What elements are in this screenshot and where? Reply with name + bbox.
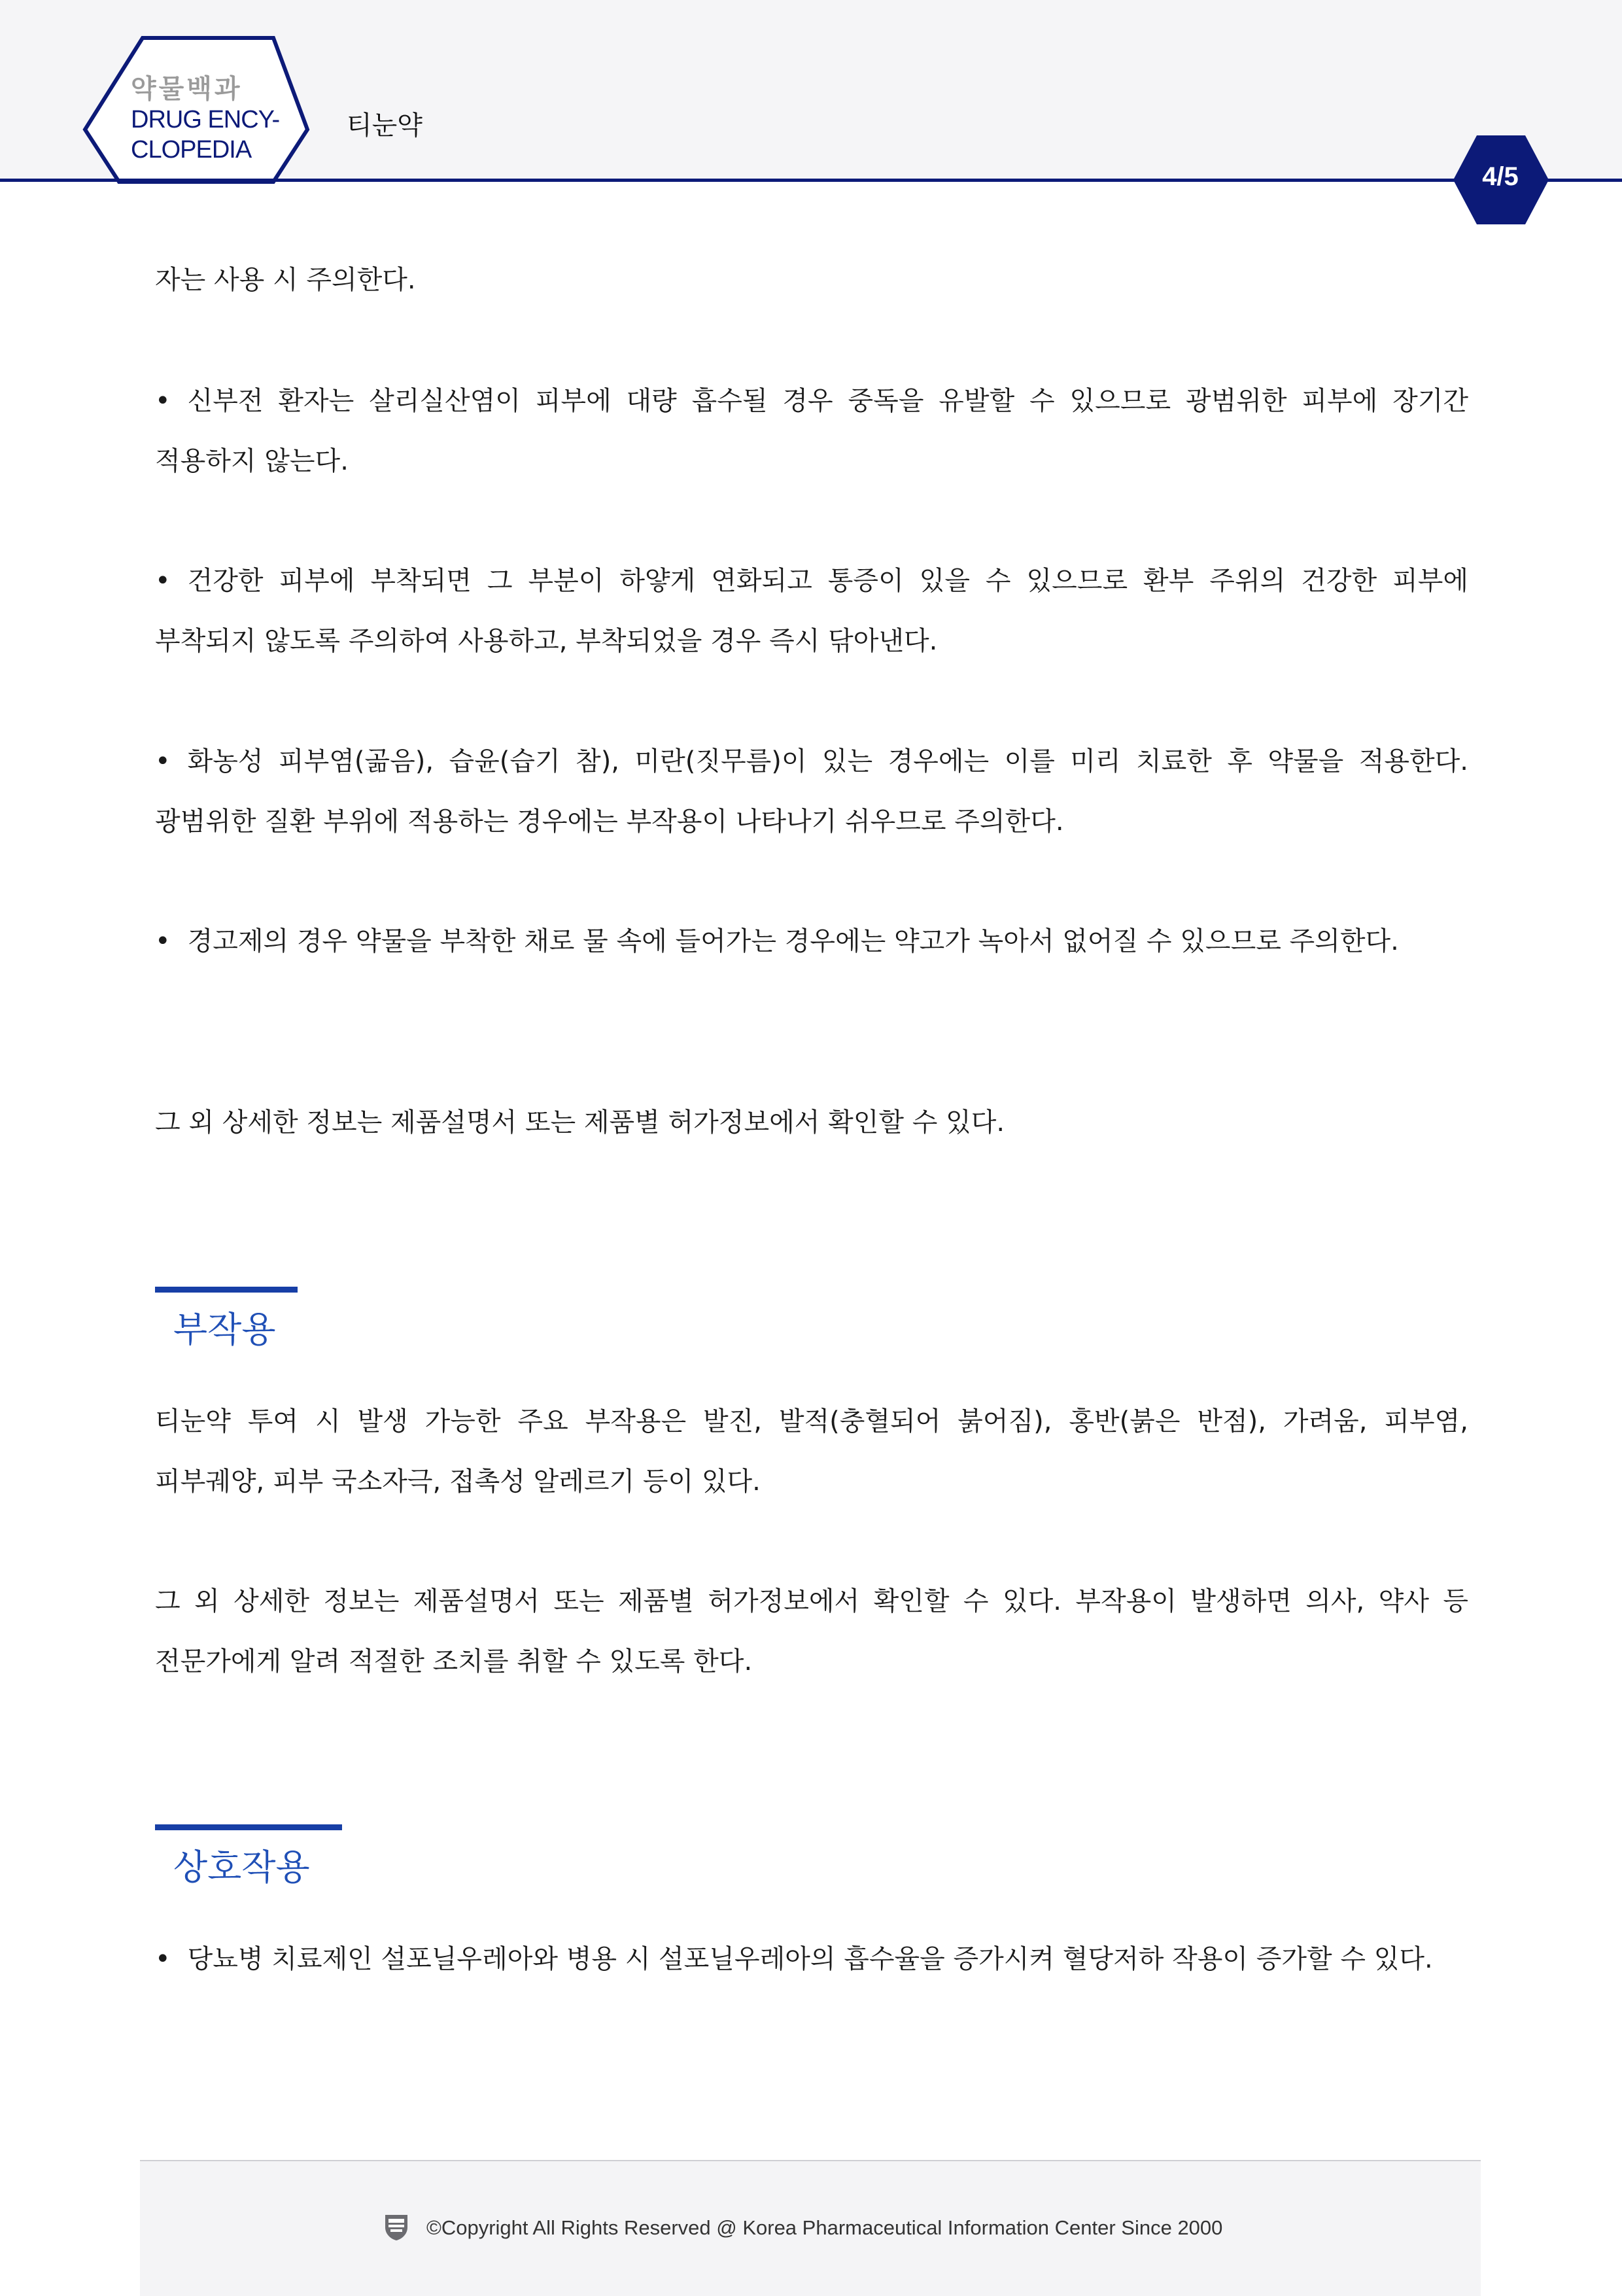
continued-paragraph: 자는 사용 시 주의한다. bbox=[155, 265, 416, 295]
bullet-text: 건강한 피부에 부착되면 그 부분이 하얗게 연화되고 통증이 있을 수 있으므로 환부 주위의 건강한 피부에 부착되지 않도록 주의하여 사용하고, 부착되었을 경우 즉시 닦아낸다. bbox=[155, 566, 1468, 656]
header-divider bbox=[0, 179, 1622, 182]
bullet-symbol: • bbox=[155, 746, 171, 776]
logo-english-line1: DRUG ENCY- bbox=[131, 106, 280, 133]
bullet-symbol: • bbox=[155, 1944, 171, 1974]
bullet-text: 화농성 피부염(곪음), 습윤(습기 참), 미란(짓무름)이 있는 경우에는 이를 미리 치료한 후 약물을 적용한다. 광범위한 질환 부위에 적용하는 경우에는 부작용이 나타나기 쉬우므로 주의한다. bbox=[155, 746, 1468, 837]
bullet-item bbox=[155, 1929, 1468, 1989]
info-paragraph: 그 외 상세한 정보는 제품설명서 또는 제품별 허가정보에서 확인할 수 있다. bbox=[155, 1107, 1005, 1138]
bullet-symbol: • bbox=[155, 386, 171, 416]
logo-english-text bbox=[131, 105, 288, 165]
kpic-shield-icon bbox=[383, 2213, 410, 2242]
bullet-text: 경고제의 경우 약물을 부착한 채로 물 속에 들어가는 경우에는 약고가 녹아서 없어질 수 있으므로 주의한다. bbox=[187, 926, 1399, 956]
footer-copyright: ©Copyright All Rights Reserved @ Korea Pharmaceutical Information Center Since 2000 bbox=[426, 2216, 1223, 2239]
document-title: 티눈약 bbox=[347, 111, 423, 141]
side-effects-paragraph: 티눈약 투여 시 발생 가능한 주요 부작용은 발진, 발적(충혈되어 붉어짐), 홍반(붉은 반점), 가려움, 피부염, 피부궤양, 피부 국소자극, 접촉성 알레르기 등이 있다. bbox=[155, 1406, 1468, 1497]
bullet-item bbox=[155, 551, 1468, 671]
section-accent-bar bbox=[155, 1824, 342, 1830]
bullet-item bbox=[155, 731, 1468, 852]
bullet-text: 신부전 환자는 살리실산염이 피부에 대량 흡수될 경우 중독을 유발할 수 있으므로 광범위한 피부에 장기간 적용하지 않는다. bbox=[155, 386, 1468, 476]
page-indicator: 4/5 bbox=[1482, 162, 1519, 191]
section-title-interactions: 상호작용 bbox=[173, 1847, 310, 1888]
bullet-text: 당뇨병 치료제인 설포닐우레아와 병용 시 설포닐우레아의 흡수율을 증가시켜 혈당저하 작용이 증가할 수 있다. bbox=[187, 1944, 1433, 1974]
bullet-item bbox=[155, 371, 1468, 491]
bullet-symbol: • bbox=[155, 926, 171, 956]
section-accent-bar bbox=[155, 1287, 298, 1293]
bullet-symbol: • bbox=[155, 566, 171, 596]
section-title-side-effects: 부작용 bbox=[173, 1309, 276, 1350]
bullet-item bbox=[155, 911, 1468, 971]
logo-korean-text: 약물백과 bbox=[131, 74, 243, 104]
side-effects-info-paragraph: 그 외 상세한 정보는 제품설명서 또는 제품별 허가정보에서 확인할 수 있다. 부작용이 발생하면 의사, 약사 등 전문가에게 알려 적절한 조치를 취할 수 있도록 한다. bbox=[155, 1586, 1468, 1677]
logo-english-line2: CLOPEDIA bbox=[131, 136, 252, 164]
